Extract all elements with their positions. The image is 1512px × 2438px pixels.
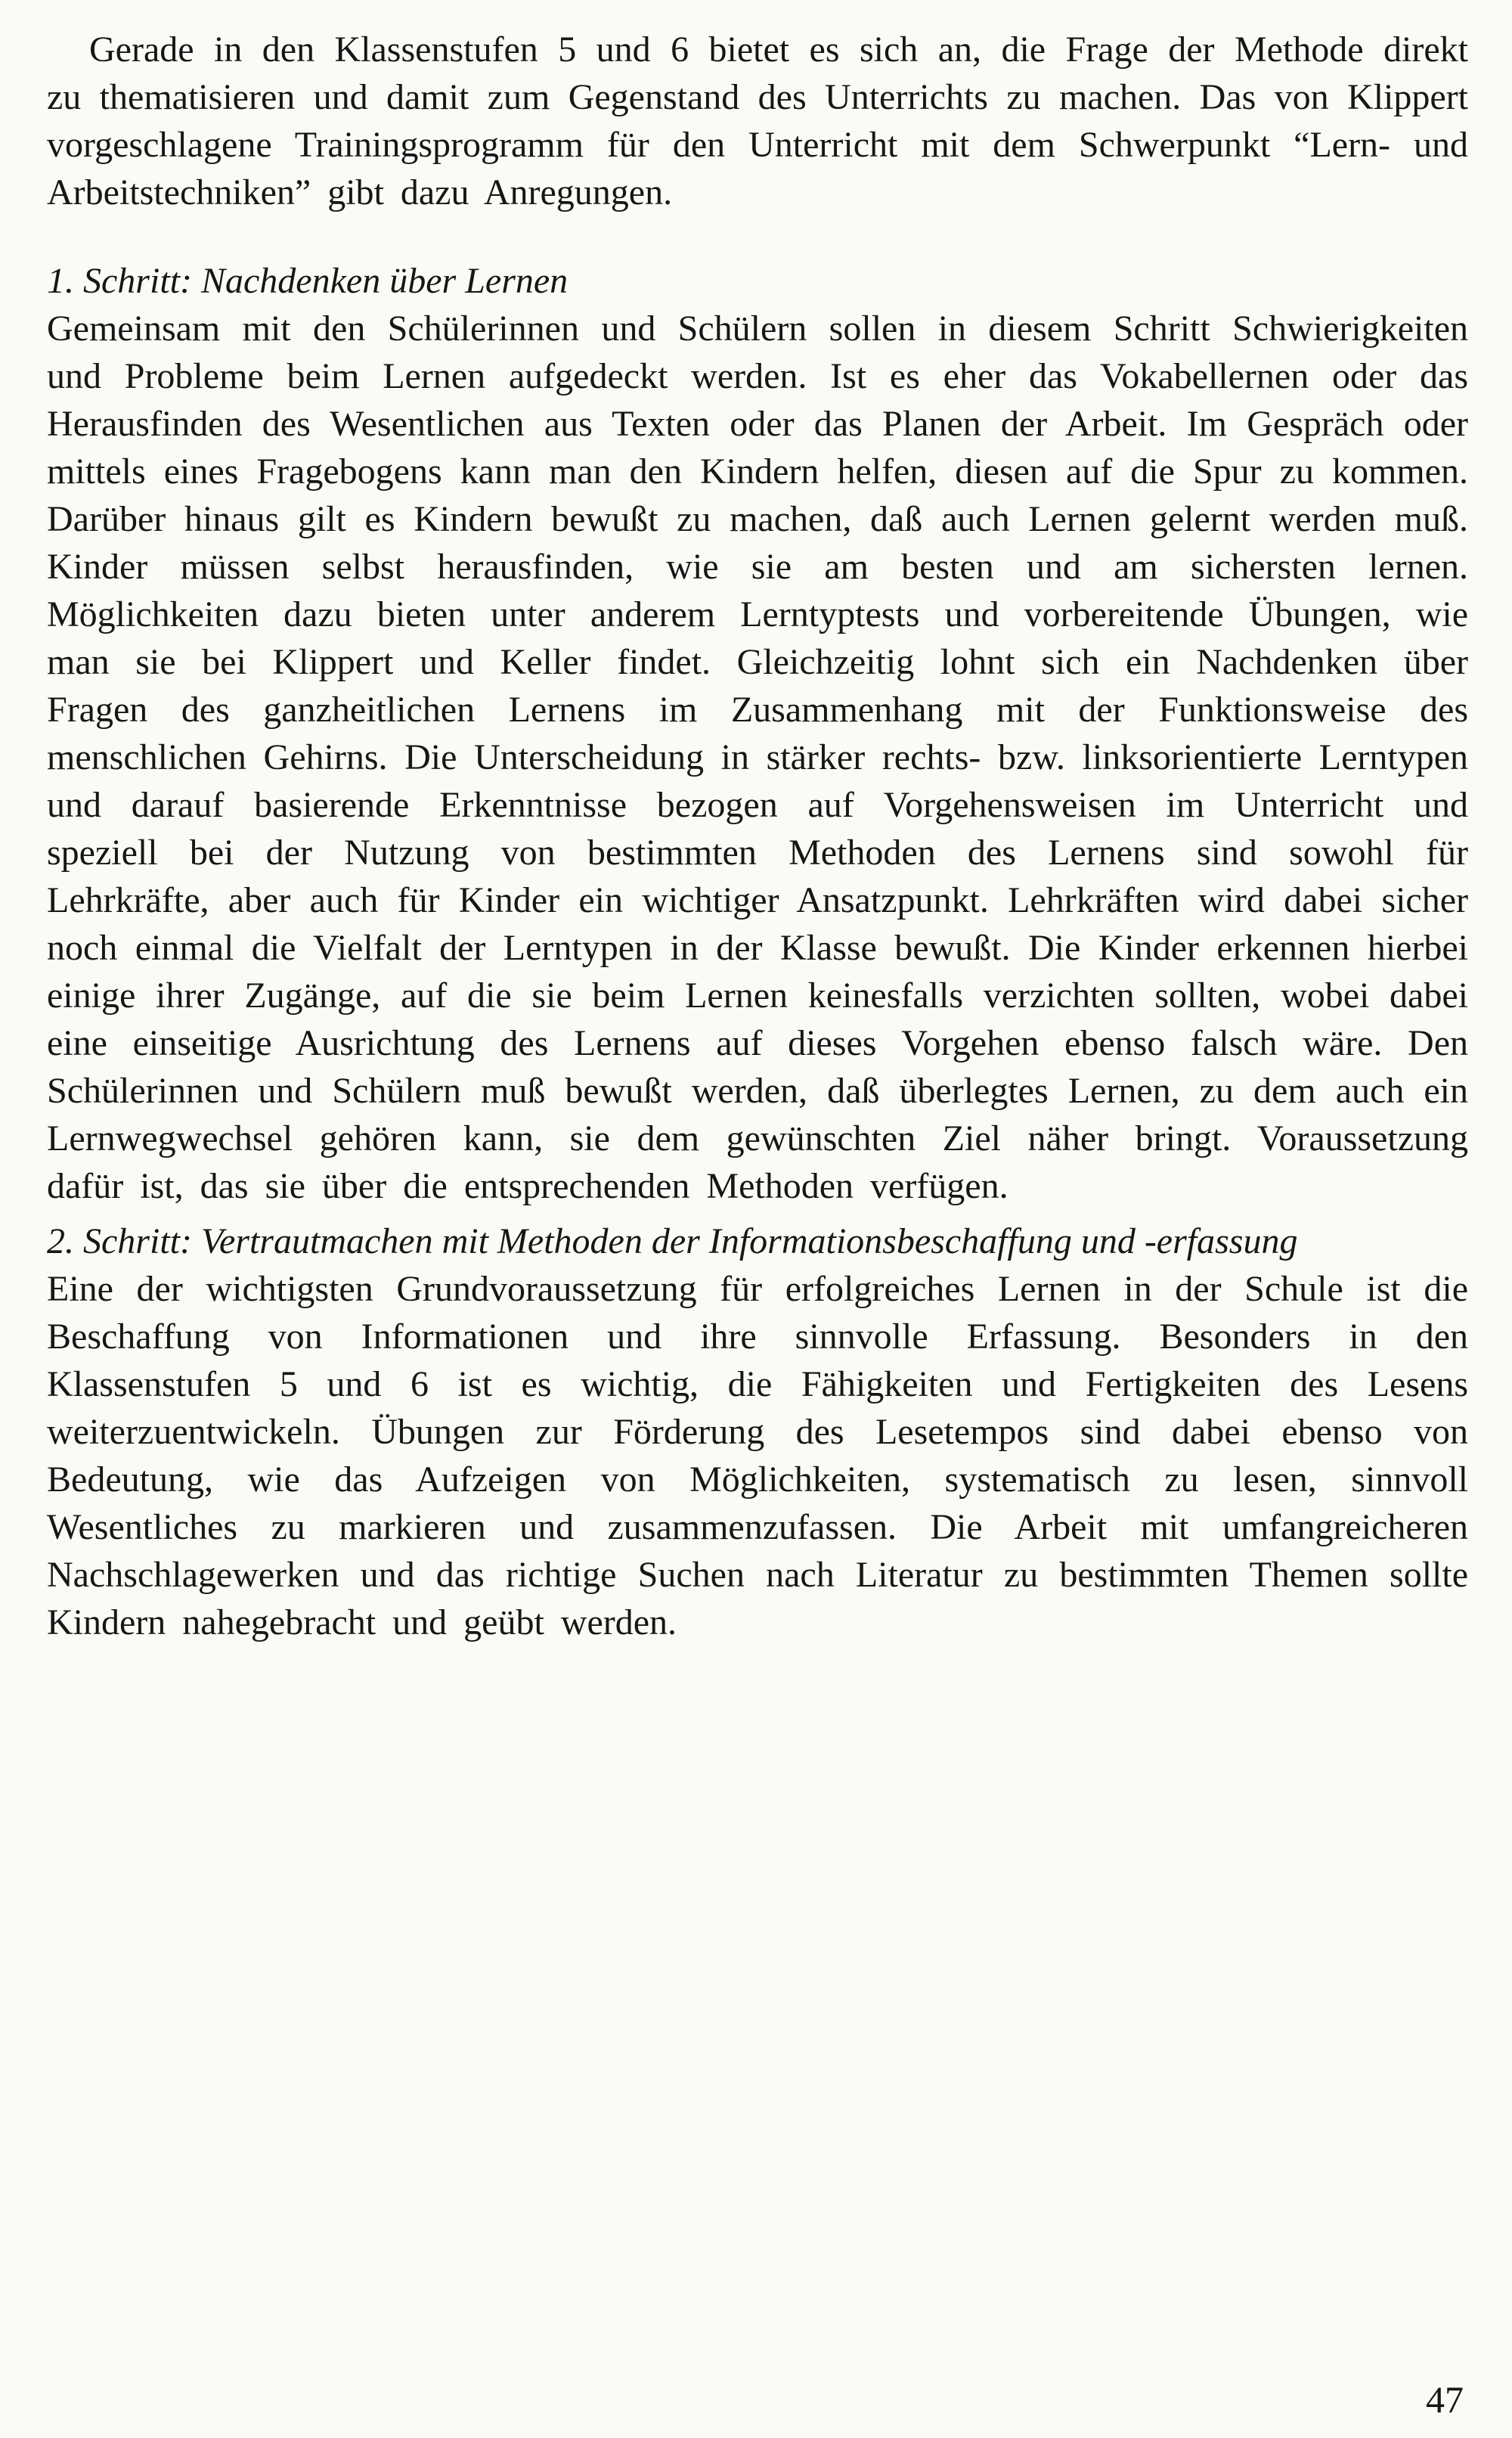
section-heading-step2: 2. Schritt: Vertrautmachen mit Methoden der Informationsbeschaffung und -erfassung [47,1221,1298,1261]
paragraph-intro: Gerade in den Klassenstufen 5 und 6 bietet es sich an, die Frage der Methode direkt zu thematisieren und damit zum Gegenstand des Unterrichts zu machen. Das von Klippert vorgeschlagene Trainingsprogramm für den Unterricht mit dem Schwerpunkt “Lern- und Arbeitstechniken” gibt dazu Anregungen. [47,29,1468,212]
page-number: 47 [1426,2378,1464,2421]
paragraph-step2: Eine der wichtigsten Grundvoraussetzung für erfolgreiches Lernen in der Schule ist die Beschaffung von Informationen und ihre sinnvolle Erfassung. Besonders in den Klassenstufen 5 und 6 ist es wichtig, die Fähigkeiten und Fertigkeiten des Lesens weiterzuentwickeln. Übungen zur Förderung des Lesetempos sind dabei ebenso von Bedeutung, wie das Aufzeigen von Möglichkeiten, systematisch zu lesen, sinnvoll Wesentliches zu markieren und zusammenzufassen. Die Arbeit mit umfangreicheren Nachschlagewerken und das richtige Suchen nach Literatur zu bestimmten Themen sollte Kindern nahegebracht und geübt werden. [47,1269,1468,1642]
paragraph-step1: Gemeinsam mit den Schülerinnen und Schülern sollen in diesem Schritt Schwierigkeiten und Probleme beim Lernen aufgedeckt werden. Ist es eher das Vokabellernen oder das Herausfinden des Wesentlichen aus Texten oder das Planen der Arbeit. Im Gespräch oder mittels eines Fragebogens kann man den Kindern helfen, diesen auf die Spur zu kommen. Darüber hinaus gilt es Kindern bewußt zu machen, daß auch Lernen gelernt werden muß. Kinder müssen selbst herausfinden, wie sie am besten und am sichersten lernen. Möglichkeiten dazu bieten unter anderem Lerntyptests und vorbereitende Übungen, wie man sie bei Klippert und Keller findet. Gleichzeitig lohnt sich ein Nachdenken über Fragen des ganzheitlichen Lernens im Zusammenhang mit der Funktionsweise des menschlichen Gehirns. Die Unterscheidung in stärker rechts- bzw. linksorientierte Lerntypen und darauf basierende Erkenntnisse bezogen auf Vorgehensweisen im Unterricht und speziell bei der Nutzung von bestimmten Methoden des Lernens sind sowohl für Lehrkräfte, aber auch für Kinder ein wichtiger Ansatzpunkt. Lehrkräften wird dabei sicher noch einmal die Vielfalt der Lerntypen in der Klasse bewußt. Die Kinder erkennen hierbei einige ihrer Zugänge, auf die sie beim Lernen keinesfalls verzichten sollten, wobei dabei eine einseitige Ausrichtung des Lernens auf dieses Vorgehen ebenso falsch wäre. Den Schülerinnen und Schülern muß bewußt werden, daß überlegtes Lernen, zu dem auch ein Lernwegwechsel gehören kann, sie dem gewünschten Ziel näher bringt. Voraussetzung dafür ist, das sie über die entsprechenden Methoden verfügen. [47,309,1468,1206]
section-heading-step1: 1. Schritt: Nachdenken über Lernen [47,261,569,301]
